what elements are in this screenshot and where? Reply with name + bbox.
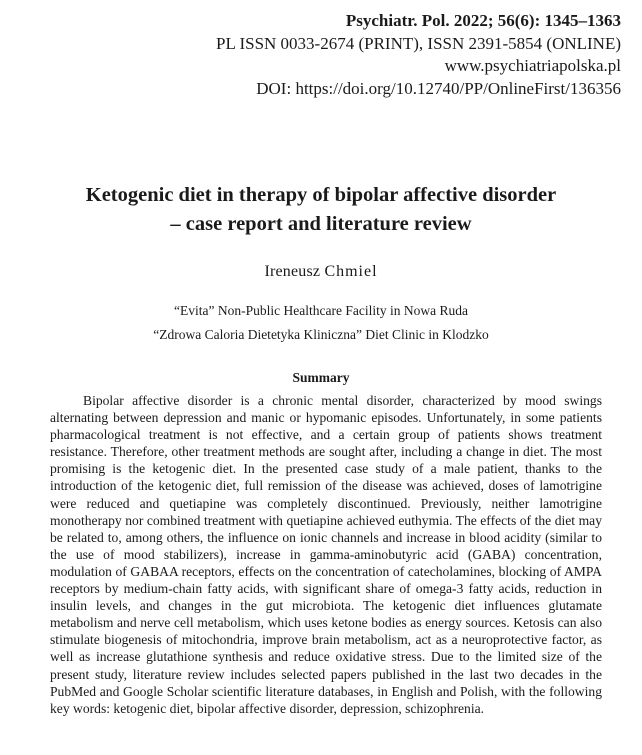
article-title: [30, 181, 612, 239]
doi-line: DOI: https://doi.org/10.12740/PP/OnlineFirst/136356: [256, 78, 621, 98]
issn-line: PL ISSN 0033-2674 (PRINT), ISSN 2391-5854 (ONLINE): [216, 33, 621, 53]
author-surname: Chmiel: [324, 263, 378, 280]
summary-heading: Summary: [292, 370, 350, 385]
summary-paragraph: Bipolar affective disorder is a chronic mental disorder, characterized by mood swings alternating between depression and manic or hypomanic episodes. Unfortunately, in some patients pharmacological treatment is not effective, and a certain group of patients shows treatment resistance. Therefore, other treatment methods are sought after, including a change in diet. The most promising is the ketogenic diet. In the presented case study of a male patient, thanks to the introduction of the ketogenic diet, full remission of the disease was achieved, doses of lamotrigine were reduced and quetiapine was completely discontinued. Previously, neither lamotrigine monotherapy nor combined treatment with quetiapine achieved euthymia. The effects of the diet may be related to, among others, the influence on ionic channels and increase in blood acidity (similar to the use of mood stabilizers), increase in gamma-aminobutyric acid (GABA) concentration, modulation of GABAA receptors, effects on the concentration of catecholamines, blocking of AMPA receptors by medium-chain fatty acids, with significant share of omega-3 fatty acids, reduction in insulin levels, and changes in the gut microbiota. The ketogenic diet influences glutamate metabolism and nerve cell metabolism, which uses ketone bodies as energy sources. Ketosis can also stimulate biogenesis of mitochondria, improve brain metabolism, act as a neuroprotective factor, as well as increase glutathione synthesis and reduce oxidative stress. Due to the limited size of the present study, literature review includes selected papers published in the last two decades in the PubMed and Google Scholar scientific literature databases, in English and Polish, with the following key words: ketogenic diet, bipolar affective disorder, depression, schizophrenia.: [50, 393, 602, 716]
author-name: [0, 263, 642, 281]
affiliation-2: “Zdrowa Caloria Dietetyka Kliniczna” Diet Clinic in Klodzko: [153, 327, 489, 342]
author-given-name: Ireneusz: [264, 263, 321, 280]
journal-website: www.psychiatriapolska.pl: [444, 56, 621, 75]
journal-citation: Psychiatr. Pol. 2022; 56(6): 1345–1363: [345, 11, 621, 30]
article-title-line-1: Ketogenic diet in therapy of bipolar affective disorder: [85, 184, 557, 206]
affiliation-1: “Evita” Non-Public Healthcare Facility in Nowa Ruda: [174, 303, 468, 318]
journal-header: [216, 10, 621, 100]
article-title-line-2: – case report and literature review: [170, 213, 472, 235]
